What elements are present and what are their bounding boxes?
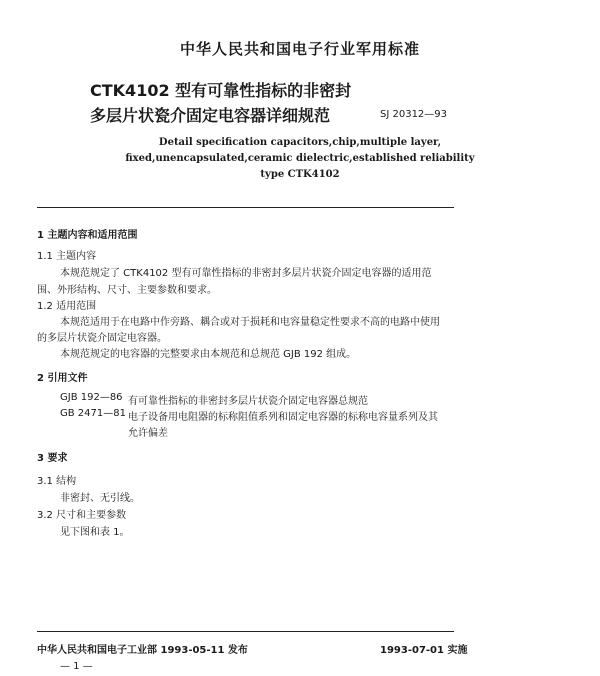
english-title-line-2: fixed,unencapsulated,ceramic dielectric,established reliability (125, 153, 475, 164)
reference-2-title: 电子设备用电阻器的标称阻值系列和固定电容器的标称电容量系列及其 (128, 412, 438, 423)
section-3-1-heading: 3.1 结构 (37, 476, 77, 487)
reference-1-title: 有可靠性指标的非密封多层片状瓷介固定电容器总规范 (128, 396, 368, 407)
section-3-heading: 3 要求 (37, 453, 68, 464)
section-1-heading: 1 主题内容和适用范围 (37, 230, 138, 241)
section-1-2-line-2: 的多层片状瓷介固定电容器。 (37, 333, 167, 344)
section-1-1-line-2: 围、外形结构、尺寸、主要参数和要求。 (37, 285, 217, 296)
section-3-2-text: 见下图和表 1。 (60, 527, 130, 538)
section-1-2-heading: 1.2 适用范围 (37, 301, 97, 312)
section-1-1-heading: 1.1 主题内容 (37, 251, 97, 262)
section-3-1-text: 非密封、无引线。 (60, 493, 140, 504)
effective-date: 1993-07-01 实施 (380, 645, 468, 656)
top-rule (37, 207, 454, 208)
section-1-2-line-1: 本规范适用于在电路中作旁路、耦合或对于损耗和电容量稳定性要求不高的电路中使用 (60, 317, 440, 328)
reference-2-code: GB 2471—81 (60, 408, 126, 419)
english-title-line-3: type CTK4102 (260, 169, 340, 180)
reference-2-title-cont: 允许偏差 (128, 428, 168, 439)
page-number: — 1 — (60, 661, 93, 672)
section-1-2-line-3: 本规范规定的电容器的完整要求由本规范和总规范 GJB 192 组成。 (60, 349, 357, 360)
title-line-2: 多层片状瓷介固定电容器详细规范 (90, 106, 331, 125)
standard-code: SJ 20312—93 (380, 109, 448, 120)
section-2-heading: 2 引用文件 (37, 373, 88, 384)
title-line-1: CTK4102 型有可靠性指标的非密封 (90, 81, 352, 100)
bottom-rule (37, 631, 454, 632)
reference-1-code: GJB 192—86 (60, 392, 123, 403)
section-3-2-heading: 3.2 尺寸和主要参数 (37, 510, 127, 521)
issuer-line: 中华人民共和国电子工业部 1993-05-11 发布 (37, 645, 248, 656)
english-title-line-1: Detail specification capacitors,chip,multiple layer, (158, 137, 442, 148)
section-1-1-line-1: 本规范规定了 CTK4102 型有可靠性指标的非密封多层片状瓷介固定电容器的适用范 (60, 268, 432, 279)
standard-header: 中华人民共和国电子行业军用标准 (179, 40, 420, 58)
